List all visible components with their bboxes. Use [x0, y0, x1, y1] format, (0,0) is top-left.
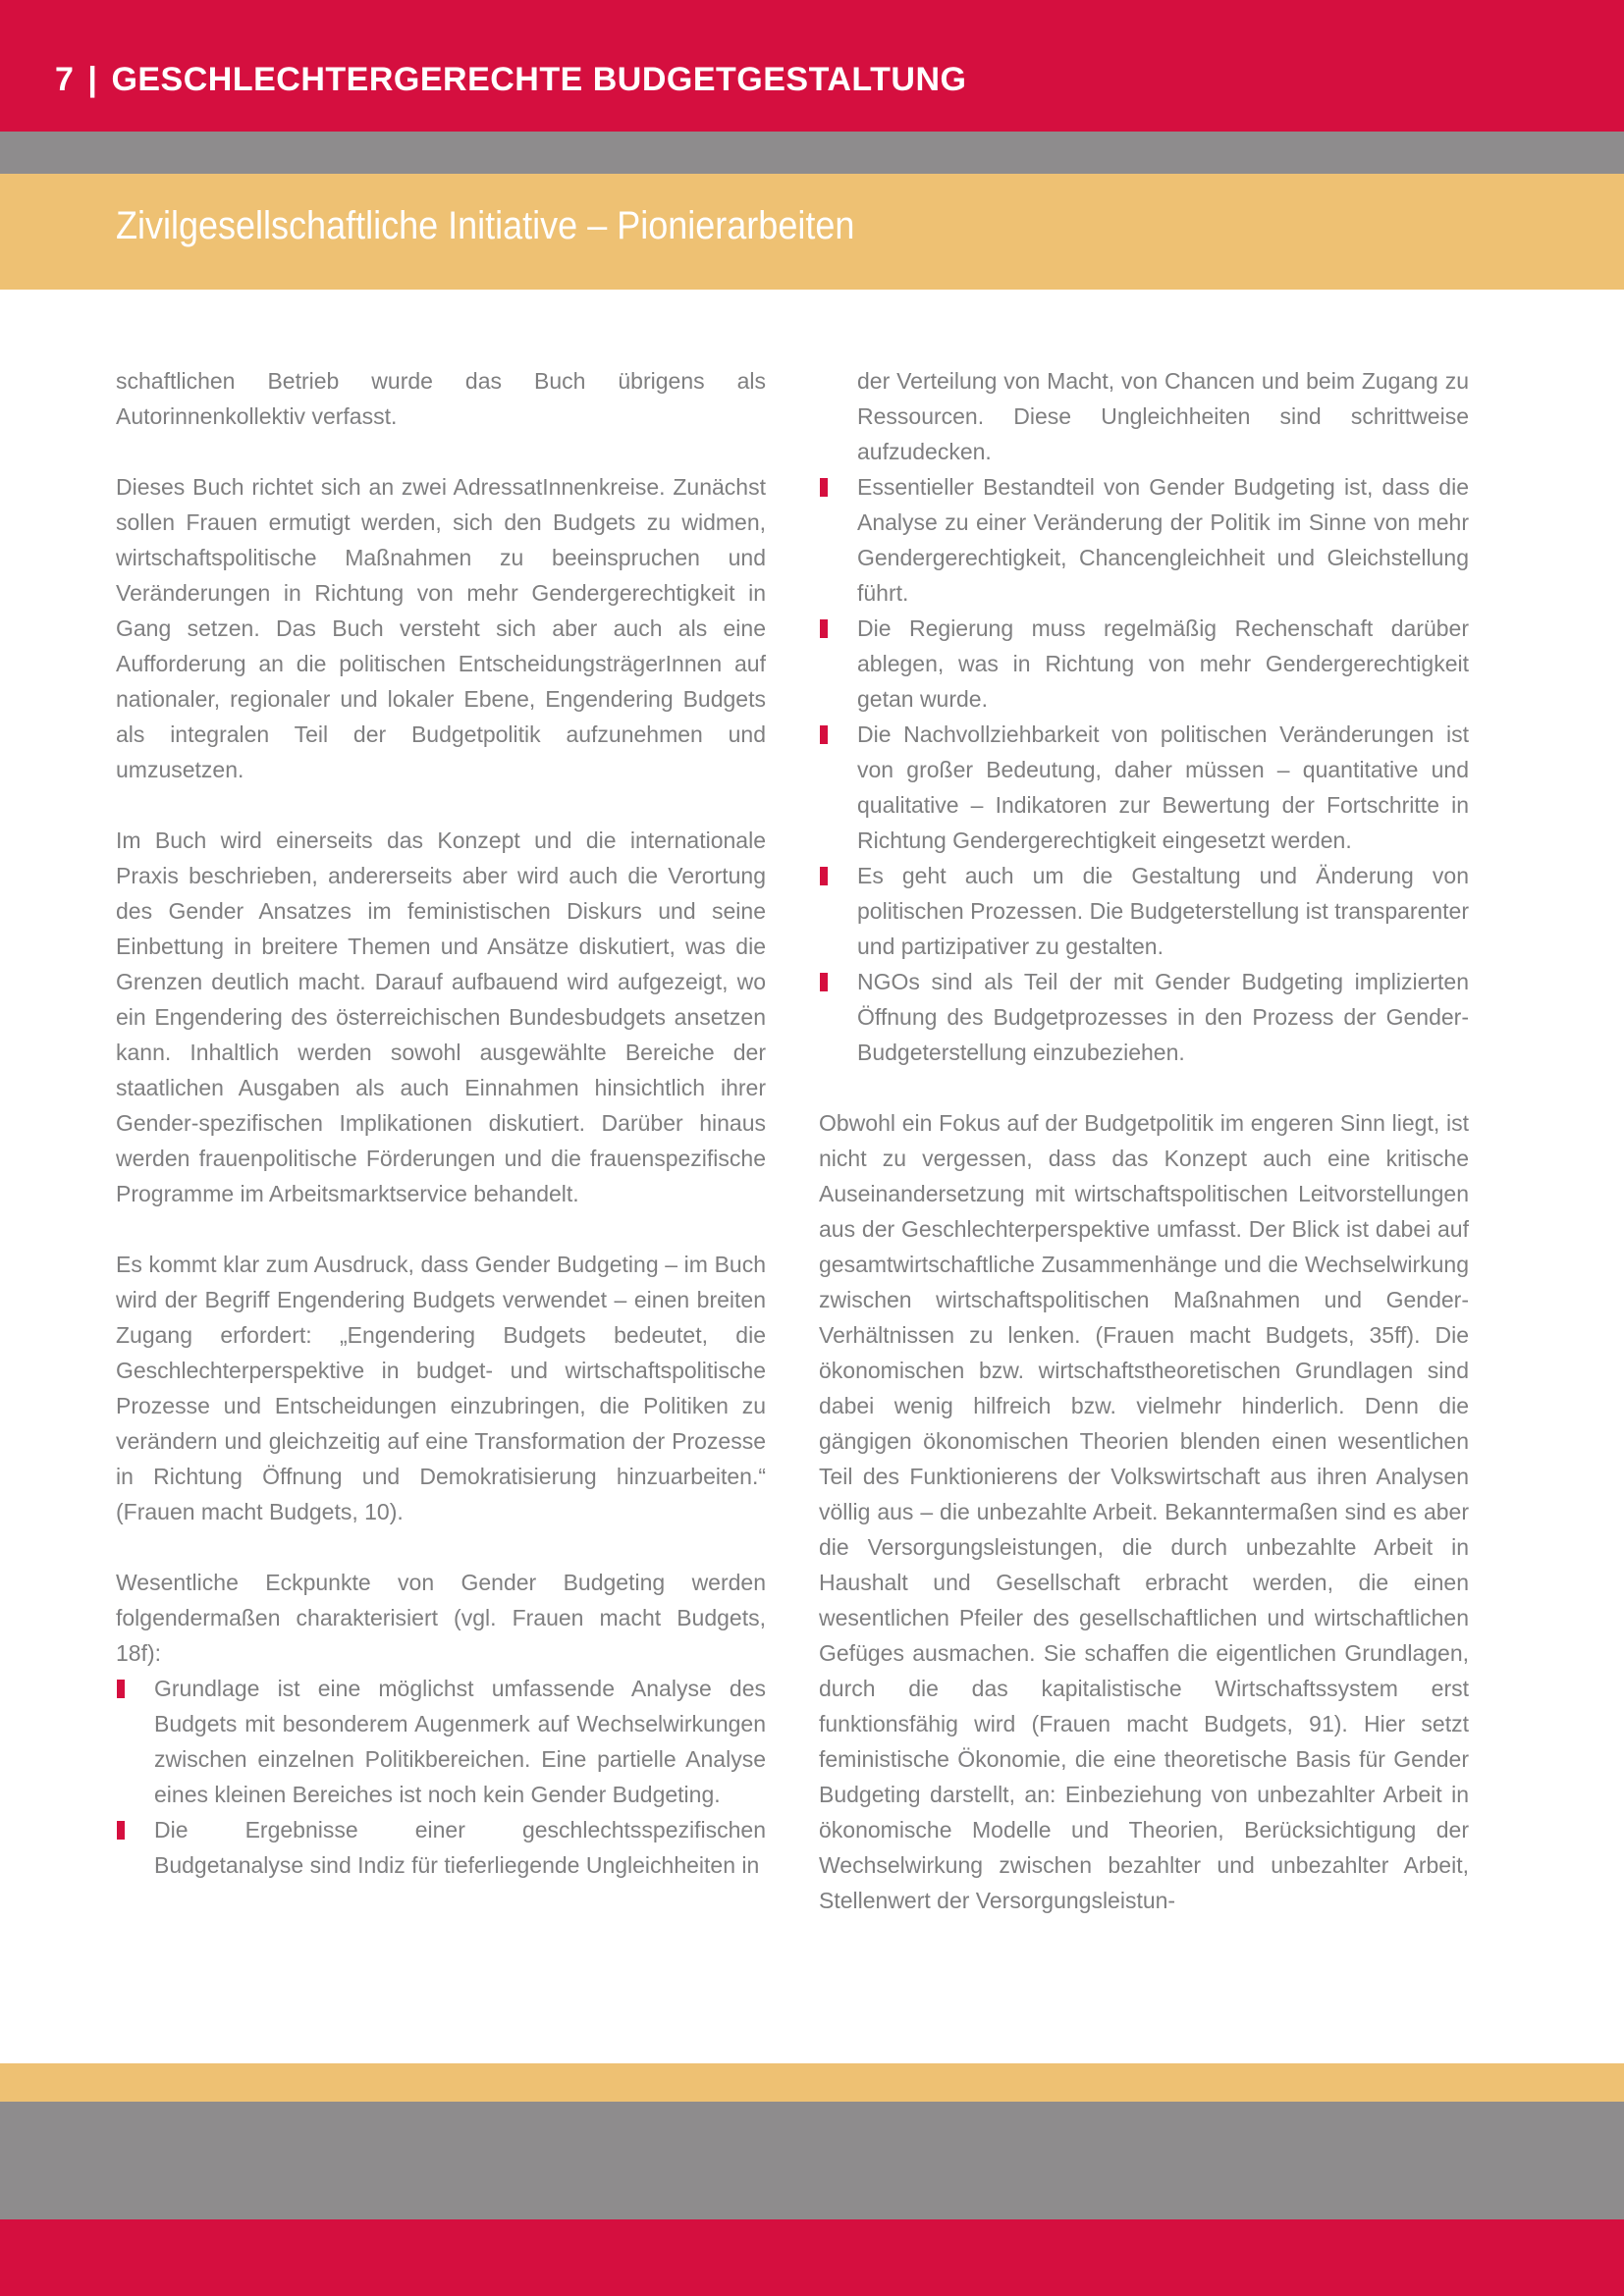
bullet-list: [819, 363, 1469, 1070]
header-title: GESCHLECHTERGERECHTE BUDGETGESTALTUNG: [111, 61, 967, 98]
footer-grey-band: [0, 2102, 1624, 2219]
list-item-text: NGOs sind als Teil der mit Gender Budgeting implizierten Öffnung des Budgetprozesses in den Prozess der Gender-Budgeterstellung einzubeziehen.: [857, 969, 1469, 1065]
bullet-marker-icon: [820, 725, 828, 744]
list-item: [116, 1812, 766, 1883]
paragraph: Im Buch wird einerseits das Konzept und die internationale Praxis beschrieben, andererseits aber wird auch die Verortung des Gender Ansatzes im feministischen Diskurs und seine Einbettung in breitere Themen und Ansätze diskutiert, was die Grenzen deutlich macht. Darauf aufbauend wird aufgezeigt, wo ein Engendering des österreichischen Bundesbudgets ansetzen kann. Inhaltlich werden sowohl ausgewählte Bereiche der staatlichen Ausgaben als auch Einnahmen hinsichtlich ihrer Gender-spezifischen Implikationen diskutiert. Darüber hinaus werden frauenpolitische Förderungen und die frauenspezifische Programme im Arbeitsmarktservice behandelt.: [116, 828, 766, 1206]
left-column: [116, 363, 766, 1918]
list-item-text: Essentieller Bestandteil von Gender Budgeting ist, dass die Analyse zu einer Veränderung der Politik im Sinne von mehr Gendergerechtigkeit, Chancengleichheit und Gleichstellung führt.: [857, 474, 1469, 606]
footer-red-band: [0, 2219, 1624, 2296]
paragraph: schaftlichen Betrieb wurde das Buch übrigens als Autorinnenkollektiv verfasst.: [116, 368, 766, 429]
bullet-marker-icon: [820, 973, 828, 991]
list-item-text: Grundlage ist eine möglichst umfassende Analyse des Budgets mit besonderem Augenmerk auf Wechselwirkungen zwischen einzelnen Politikbereichen. Eine partielle Analyse eines kleinen Bereiches ist noch kein Gender Budgeting.: [154, 1676, 766, 1807]
bullet-marker-icon: [820, 867, 828, 885]
list-item: [116, 1671, 766, 1812]
list-item: [819, 858, 1469, 964]
section-title: Zivilgesellschaftliche Initiative – Pionierarbeiten: [116, 204, 855, 247]
list-item-text: Die Nachvollziehbarkeit von politischen Veränderungen ist von großer Bedeutung, daher müssen – quantitative und qualitative – Indikatoren zur Bewertung der Fortschritte in Richtung Gendergerechtigkeit eingesetzt werden.: [857, 721, 1469, 853]
running-header: [55, 61, 966, 99]
header-grey-stripe: [0, 132, 1624, 174]
bullet-list: [116, 1671, 766, 1883]
list-item: [819, 964, 1469, 1070]
bullet-marker-icon: [820, 478, 828, 497]
paragraph: Es kommt klar zum Ausdruck, dass Gender Budgeting – im Buch wird der Begriff Engendering Budgets verwendet – einen breiten Zugang erfordert: „Engendering Budgets bedeutet, die Geschlechterperspektive in budget- und wirtschaftspolitische Prozesse und Entscheidungen einzubringen, die Politiken zu verändern und gleichzeitig auf eine Transformation der Prozesse in Richtung Öffnung und Demokratisierung hinzuarbeiten.“ (Frauen macht Budgets, 10).: [116, 1252, 766, 1524]
list-item-text: der Verteilung von Macht, von Chancen und beim Zugang zu Ressourcen. Diese Ungleichheiten sind schrittweise aufzudecken.: [857, 368, 1469, 464]
bullet-marker-icon: [117, 1680, 125, 1698]
bullet-marker-icon: [117, 1821, 125, 1840]
list-item-text: Die Regierung muss regelmäßig Rechenschaft darüber ablegen, was in Richtung von mehr Gendergerechtigkeit getan wurde.: [857, 615, 1469, 712]
list-item: [819, 717, 1469, 858]
list-item-continuation: [819, 363, 1469, 469]
list-item-text: Es geht auch um die Gestaltung und Änderung von politischen Prozessen. Die Budgeterstellung ist transparenter und partizipativer zu gestalten.: [857, 863, 1469, 959]
list-item: [819, 611, 1469, 717]
header-separator: |: [87, 61, 98, 98]
paragraph: Dieses Buch richtet sich an zwei AdressatInnenkreise. Zunächst sollen Frauen ermutigt werden, sich den Budgets zu widmen, wirtschaftspolitische Maßnahmen zu beeinspruchen und Veränderungen in Richtung von mehr Gendergerechtigkeit in Gang setzen. Das Buch versteht sich aber auch als eine Aufforderung an die politischen EntscheidungsträgerInnen auf nationaler, regionaler und lokaler Ebene, Engendering Budgets als integralen Teil der Budgetpolitik aufzunehmen und umzusetzen.: [116, 474, 766, 782]
list-item: [819, 469, 1469, 611]
bullet-marker-icon: [820, 619, 828, 638]
list-item-text: Die Ergebnisse einer geschlechtsspezifischen Budgetanalyse sind Indiz für tieferliegende Ungleichheiten in: [154, 1817, 766, 1878]
right-column: [819, 363, 1469, 1918]
page-number: 7: [55, 61, 75, 98]
paragraph: Wesentliche Eckpunkte von Gender Budgeting werden folgendermaßen charakterisiert (vgl. Frauen macht Budgets, 18f):: [116, 1570, 766, 1666]
paragraph: Obwohl ein Fokus auf der Budgetpolitik im engeren Sinn liegt, ist nicht zu vergessen, dass das Konzept auch eine kritische Auseinandersetzung mit wirtschaftspolitischen Leitvorstellungen aus der Geschlechterperspektive umfasst. Der Blick ist dabei auf gesamtwirtschaftliche Zusammenhänge und die Wechselwirkung zwischen wirtschaftspolitischen Maßnahmen und Gender-Verhältnissen zu lenken. (Frauen macht Budgets, 35ff). Die ökonomischen bzw. wirtschaftstheoretischen Grundlagen sind dabei wenig hilfreich bzw. vielmehr hinderlich. Denn die gängigen ökonomischen Theorien blenden einen wesentlichen Teil des Funktionierens der Volkswirtschaft aus ihren Analysen völlig aus – die unbezahlte Arbeit. Bekanntermaßen sind es aber die Versorgungsleistungen, die durch unbezahlte Arbeit in Haushalt und Gesellschaft erbracht werden, die einen wesentlichen Pfeiler des gesellschaftlichen und wirtschaftlichen Gefüges ausmachen. Sie schaffen die eigentlichen Grundlagen, durch die das kapitalistische Wirtschaftssystem erst funktionsfähig wird (Frauen macht Budgets, 91). Hier setzt feministische Ökonomie, die eine theoretische Basis für Gender Budgeting darstellt, an: Einbeziehung von unbezahlter Arbeit in ökonomische Modelle und Theorien, Berücksichtigung der Wechselwirkung zwischen bezahlter und unbezahlter Arbeit, Stellenwert der Versorgungsleistun-: [819, 1110, 1469, 1913]
footer-yellow-stripe: [0, 2063, 1624, 2102]
